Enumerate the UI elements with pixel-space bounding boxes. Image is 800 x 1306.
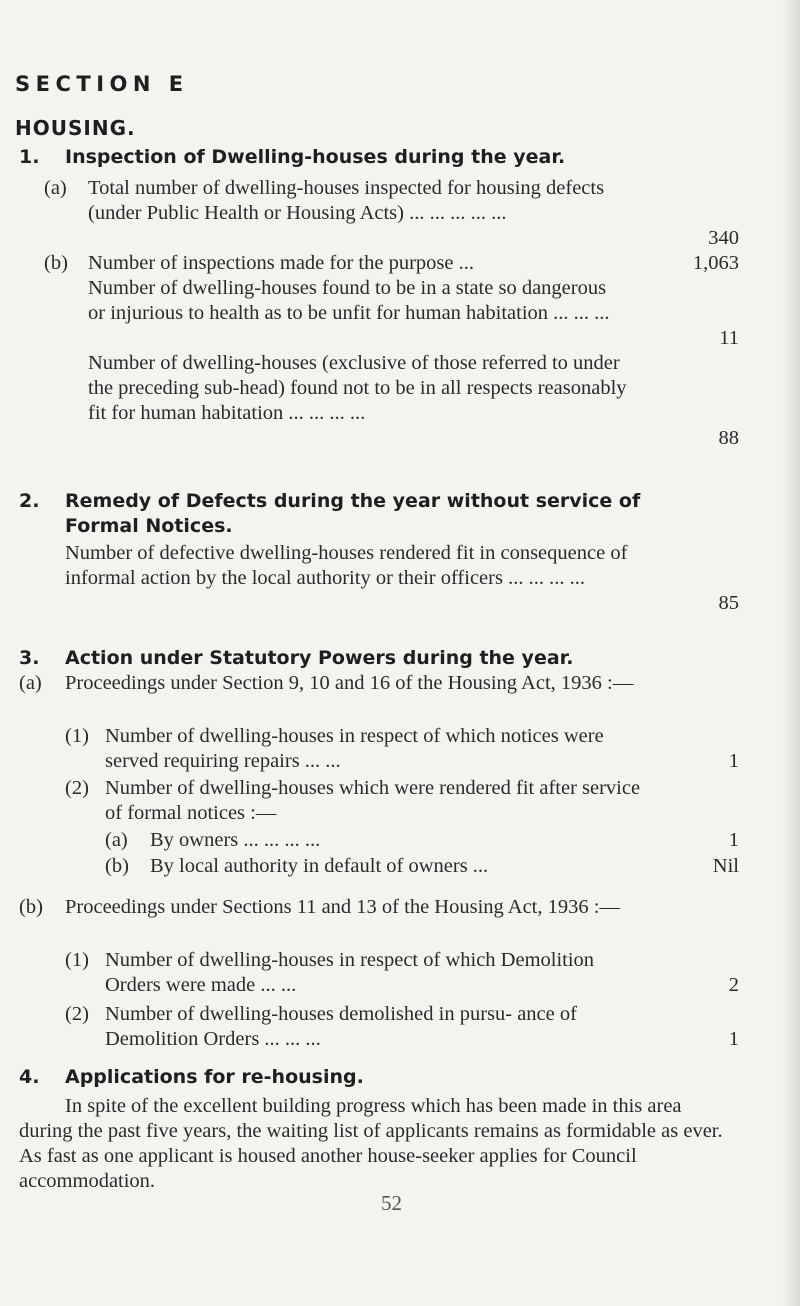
section-1-heading: Inspection of Dwelling-houses during the year.	[65, 146, 566, 168]
item-3a2a-text: By owners ... ... ... ...	[150, 829, 321, 851]
item-3a2b-value: Nil	[712, 855, 739, 877]
item-3b1-text: Number of dwelling-houses in respect of which Demolition Orders were made ... ...	[105, 949, 595, 996]
section-2-text: Number of defective dwelling-houses rendered fit in consequence of informal action by the local authority or their officers ... ... ... ...	[65, 542, 628, 589]
item-3b-text: Proceedings under Sections 11 and 13 of the Housing Act, 1936 :—	[65, 896, 620, 918]
item-3a2b-text: By local authority in default of owners ...	[150, 855, 489, 877]
item-3b1-value: 2	[728, 974, 739, 996]
section-3-heading: Action under Statutory Powers during the year.	[65, 647, 574, 669]
unfit-houses-text: Number of dwelling-houses found to be in a state so dangerous or injurious to health as to be unfit for human habitation ... ... ...	[88, 277, 610, 324]
item-3a2a-label: (a)	[105, 829, 128, 851]
item-1b-label: (b)	[44, 252, 68, 274]
section-4-paragraph: In spite of the excellent building progress which has been made in this area during the past five years, the waiting list of applicants remains as formidable as ever. As fast as one applicant is housed another house-seeker applies for Council accommodation.	[19, 1095, 723, 1192]
unfit-houses-value: 11	[719, 327, 739, 349]
item-3a2a-value: 1	[728, 829, 739, 851]
section-2-value: 85	[718, 592, 739, 614]
not-fit-houses-text: Number of dwelling-houses (exclusive of those referred to under the preceding sub-head) found not to be in all respects reasonably fit for human habitation ... ... ... ...	[88, 352, 627, 424]
section-title: SECTION E	[15, 72, 189, 96]
page-edge-shadow	[782, 0, 800, 1306]
item-3a1-value: 1	[728, 750, 739, 772]
item-1a-text: Total number of dwelling-houses inspected for housing defects (under Public Health or Housing Acts) ... ... ... ... ...	[88, 177, 605, 224]
item-3b2-value: 1	[728, 1028, 739, 1050]
section-2-heading-line1: Remedy of Defects during the year without service of	[65, 490, 641, 512]
section-2-heading-line2: Formal Notices.	[65, 515, 233, 537]
item-3a-text: Proceedings under Section 9, 10 and 16 of the Housing Act, 1936 :—	[65, 672, 634, 694]
item-3b1-label: (1)	[65, 949, 89, 971]
item-3b2-text: Number of dwelling-houses demolished in pursu- ance of Demolition Orders ... ... ...	[105, 1003, 577, 1050]
item-3b2-label: (2)	[65, 1003, 89, 1025]
item-3a2-text: Number of dwelling-houses which were rendered fit after service of formal notices :—	[105, 777, 641, 824]
item-1a-label: (a)	[44, 177, 67, 199]
section-1-number: 1.	[19, 146, 40, 168]
item-1b-text: Number of inspections made for the purpose ...	[88, 252, 474, 274]
not-fit-houses-value: 88	[718, 427, 739, 449]
section-4-number: 4.	[19, 1066, 40, 1088]
item-3a1-text: Number of dwelling-houses in respect of which notices were served requiring repairs ... ...	[105, 725, 604, 772]
section-3-number: 3.	[19, 647, 40, 669]
housing-title: HOUSING.	[15, 116, 136, 140]
section-4-heading: Applications for re-housing.	[65, 1066, 364, 1088]
item-3a1-label: (1)	[65, 725, 89, 747]
item-3a2b-label: (b)	[105, 855, 129, 877]
item-3b-label: (b)	[19, 896, 43, 918]
item-1b-value: 1,063	[692, 252, 739, 274]
item-3a-label: (a)	[19, 672, 42, 694]
item-3a2-label: (2)	[65, 777, 89, 799]
item-1a-value: 340	[708, 227, 739, 249]
section-2-number: 2.	[19, 490, 40, 512]
page-number: 52	[381, 1191, 402, 1215]
